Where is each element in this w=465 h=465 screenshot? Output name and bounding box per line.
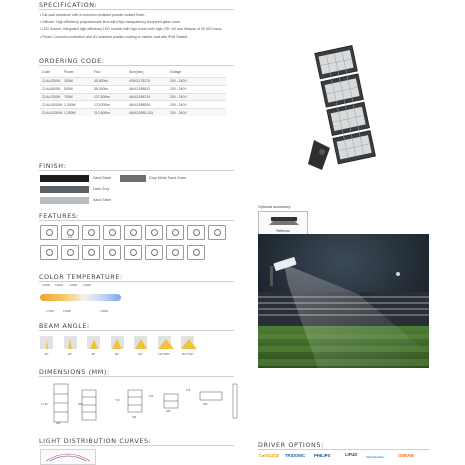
reflector-icon <box>259 212 309 230</box>
finish-swatch-sand-silver <box>40 197 89 204</box>
feature-glyph-icon <box>193 229 200 236</box>
cell-power: 250W <box>64 79 73 84</box>
cell-size: 464X15983,133 <box>129 110 153 115</box>
feature-icon <box>61 245 79 260</box>
table-row <box>40 108 226 116</box>
driver-logo-osram: OSRAM <box>398 453 414 458</box>
beam-angle-label: 45° <box>91 352 96 356</box>
ct-label-5000k: 5,000K <box>83 284 92 287</box>
feature-glyph-icon <box>172 229 179 236</box>
cell-code: CLALI1250W <box>42 110 63 115</box>
cell-voltage: 200 - 240V <box>170 102 187 107</box>
beam-angle-icon <box>181 336 194 349</box>
driver-logo-cooluce: C●OLUCE <box>259 453 280 458</box>
cell-voltage: 200 - 240V <box>170 110 187 115</box>
table-row <box>40 93 226 101</box>
feature-glyph-icon <box>193 249 200 256</box>
feature-icon <box>103 245 121 260</box>
accessory-reflector-box <box>258 211 308 235</box>
feature-glyph-icon <box>151 229 158 236</box>
finish-title: FINISH: <box>39 162 67 170</box>
spec-bullet: • Finish: Corrosion protection and UV-resistant powder coating or marine coat with IP66 Sealed. <box>40 34 189 39</box>
cell-code: CLALI750W <box>42 94 61 99</box>
beam-angle-label: 110°X55° <box>157 352 171 356</box>
cell-flux: 85,000lm <box>94 87 108 92</box>
finish-rule <box>39 170 234 171</box>
driver-options-rule <box>258 449 429 450</box>
beam-angle-icon <box>111 336 124 349</box>
feature-icon <box>82 245 100 260</box>
dim-label-width-464-c: 464 <box>166 410 171 413</box>
cell-power: 1,250W <box>64 110 76 115</box>
feature-icon <box>187 225 205 240</box>
color-temperature-rule <box>39 281 234 282</box>
light-distribution-curve <box>40 449 96 465</box>
feature-glyph-icon <box>67 249 74 256</box>
dimensions-rule <box>39 376 234 377</box>
cell-power: 1,000W <box>64 102 76 107</box>
finish-label-sand-silver: Sand Silver <box>93 198 112 202</box>
cell-flux: 212,500lm <box>94 110 110 115</box>
beam-angle-label: 60° <box>114 352 120 356</box>
driver-logo-lifud: LIFUD <box>345 452 358 457</box>
feature-icon <box>61 225 79 240</box>
cell-voltage: 200 - 240V <box>170 94 187 99</box>
ct-label-2700k: 2,700K <box>46 310 55 313</box>
beam-angle-icon <box>158 336 171 349</box>
feature-glyph-icon <box>88 229 95 236</box>
driver-options-title: DRIVER OPTIONS: <box>258 441 324 449</box>
dim-label-width-464-a: 464 <box>56 422 61 425</box>
col-flux-header: Flux <box>94 70 101 74</box>
beam-cone-icon <box>158 339 174 349</box>
feature-glyph-icon <box>172 249 179 256</box>
cell-flux: 45,500lm <box>94 79 108 84</box>
feature-icon <box>166 245 184 260</box>
ordering-header-row <box>40 67 226 77</box>
beam-cone-icon <box>112 339 122 349</box>
color-temperature-title: COLOR TEMPERATURE: <box>39 273 123 281</box>
feature-icon <box>187 245 205 260</box>
feature-glyph-icon <box>151 249 158 256</box>
feature-glyph-icon <box>46 249 53 256</box>
beam-angle-icon <box>87 336 100 349</box>
beam-cone-icon <box>90 339 98 349</box>
cell-voltage: 200 - 240V <box>170 87 187 92</box>
feature-icon <box>103 225 121 240</box>
dimensions-drawings <box>40 382 250 428</box>
ordering-rule <box>39 65 234 66</box>
ordering-title: ORDERING CODE: <box>39 57 105 65</box>
spec-bullet: • LED Source: Integrated high-efficiency LED module with high lumen with high CRI >90 and lifespan of 50,000 hours. <box>40 27 223 32</box>
beam-angle-icon <box>40 336 53 349</box>
beam-angle-label: 90° <box>138 352 143 356</box>
cell-size: 464X1598719 <box>129 94 151 99</box>
feature-icon <box>124 225 142 240</box>
dim-label-height-926: 926 <box>78 403 83 406</box>
feature-icon <box>208 225 226 240</box>
feature-icon <box>166 225 184 240</box>
beam-angle-icon <box>134 336 147 349</box>
dim-label-width-464-b: 464 <box>132 416 137 419</box>
finish-swatch-dark-grey <box>40 186 89 193</box>
dim-label-height-512: 512 <box>149 395 154 398</box>
feature-glyph-icon <box>46 229 53 236</box>
cell-power: 750W <box>64 94 73 99</box>
ct-label-3000k: 3,000K <box>55 284 64 287</box>
table-row <box>40 100 226 108</box>
ordering-body <box>40 77 226 116</box>
feature-glyph-icon <box>214 229 221 236</box>
feature-glyph-icon <box>88 249 95 256</box>
ct-label-3500k: 3,500K <box>63 310 72 313</box>
feature-glyph-icon <box>130 249 137 256</box>
driver-logo-philips: PHILIPS <box>314 453 331 458</box>
ct-label-4000k: 4,000K <box>69 284 78 287</box>
spec-bullet: • Die-cast aluminum with a corrosion-resistant powder-coated finish. <box>40 13 146 17</box>
ct-label-2200k: 2,200K <box>42 284 51 287</box>
ordering-table <box>40 67 226 116</box>
col-size-header: Size(mm) <box>129 70 144 74</box>
product-floodlight-image <box>300 44 392 174</box>
beam-cone-icon <box>135 339 147 349</box>
table-row <box>40 77 226 85</box>
light-distribution-rule <box>39 445 234 446</box>
finish-swatch-gray-metal <box>120 175 146 182</box>
beam-cone-icon <box>46 339 48 349</box>
beam-angle-icon <box>64 336 77 349</box>
features-title: FEATURES: <box>39 212 80 220</box>
cell-size: 405X1178276 <box>129 79 150 84</box>
driver-logo-tridonic: TRIDONIC <box>285 453 306 458</box>
beam-angle-rule <box>39 330 234 331</box>
col-power-header: Power <box>64 70 74 74</box>
color-temperature-gradient-bar <box>40 294 121 301</box>
dim-label-height-276: 276 <box>186 389 191 392</box>
feature-glyph-icon <box>67 229 74 236</box>
dim-label-width-405: 405 <box>203 403 208 406</box>
col-code-header: Code <box>42 70 51 74</box>
cell-power: 500W <box>64 87 73 92</box>
accessory-label: Reflector <box>276 229 290 233</box>
finish-label-sand-black: Sand Black <box>93 176 112 180</box>
driver-logo-inventronics: inventronics <box>366 455 384 459</box>
feature-icon <box>145 245 163 260</box>
feature-glyph-icon <box>109 249 116 256</box>
feature-icon <box>40 225 58 240</box>
cell-flux: 170,000lm <box>94 102 110 107</box>
feature-icon <box>124 245 142 260</box>
cell-size: 464X1598512 <box>129 87 151 92</box>
feature-glyph-icon <box>130 229 137 236</box>
ct-label-4500k: 4,500K <box>100 310 109 313</box>
beam-angle-label: 15° <box>44 352 49 356</box>
feature-icon <box>82 225 100 240</box>
beam-cone-icon <box>181 339 197 349</box>
dimensions-title: DIMENSIONS (MM): <box>39 368 110 376</box>
beam-angle-title: BEAM ANGLE: <box>39 322 90 330</box>
cell-code: CLALI250W <box>42 79 61 84</box>
dim-label-height-719: 719 <box>115 399 120 402</box>
finish-swatch-sand-black <box>40 175 89 182</box>
finish-label-dark-grey: Dark Grey <box>93 187 110 191</box>
dim-label-height-1133: 1,133 <box>41 403 48 406</box>
beam-cone-icon <box>68 339 72 349</box>
stadium-photo <box>258 234 429 368</box>
table-row <box>40 85 226 93</box>
cell-code: CLALI1000W <box>42 102 63 107</box>
specification-title: SPECIFICATION: <box>39 1 98 9</box>
specification-list <box>40 12 340 41</box>
features-rule <box>39 220 234 221</box>
cell-code: CLALI500W <box>42 87 61 92</box>
feature-icon <box>40 245 58 260</box>
beam-angle-label: 110°X60° <box>181 352 194 356</box>
feature-glyph-icon <box>109 229 116 236</box>
accessory-title: Optional accessory: <box>258 205 292 209</box>
feature-caption: IK08 <box>67 236 73 239</box>
feature-icon <box>145 225 163 240</box>
cell-voltage: 200 - 240V <box>170 79 187 84</box>
cell-size: 464X1598926 <box>129 102 151 107</box>
col-voltage-header: Voltage <box>170 70 182 74</box>
spec-bullet: • Diffuser: High efficiency polycarbonate lens with High-transparency tempered glass cover. <box>40 20 182 25</box>
finish-label-gray-metal: Gray Metal Sand Grain <box>149 176 186 180</box>
cell-flux: 127,500lm <box>94 94 110 99</box>
beam-angle-label: 25° <box>67 352 73 356</box>
specification-rule <box>39 9 234 10</box>
light-distribution-title: LIGHT DISTRIBUTION CURVES: <box>39 437 152 445</box>
